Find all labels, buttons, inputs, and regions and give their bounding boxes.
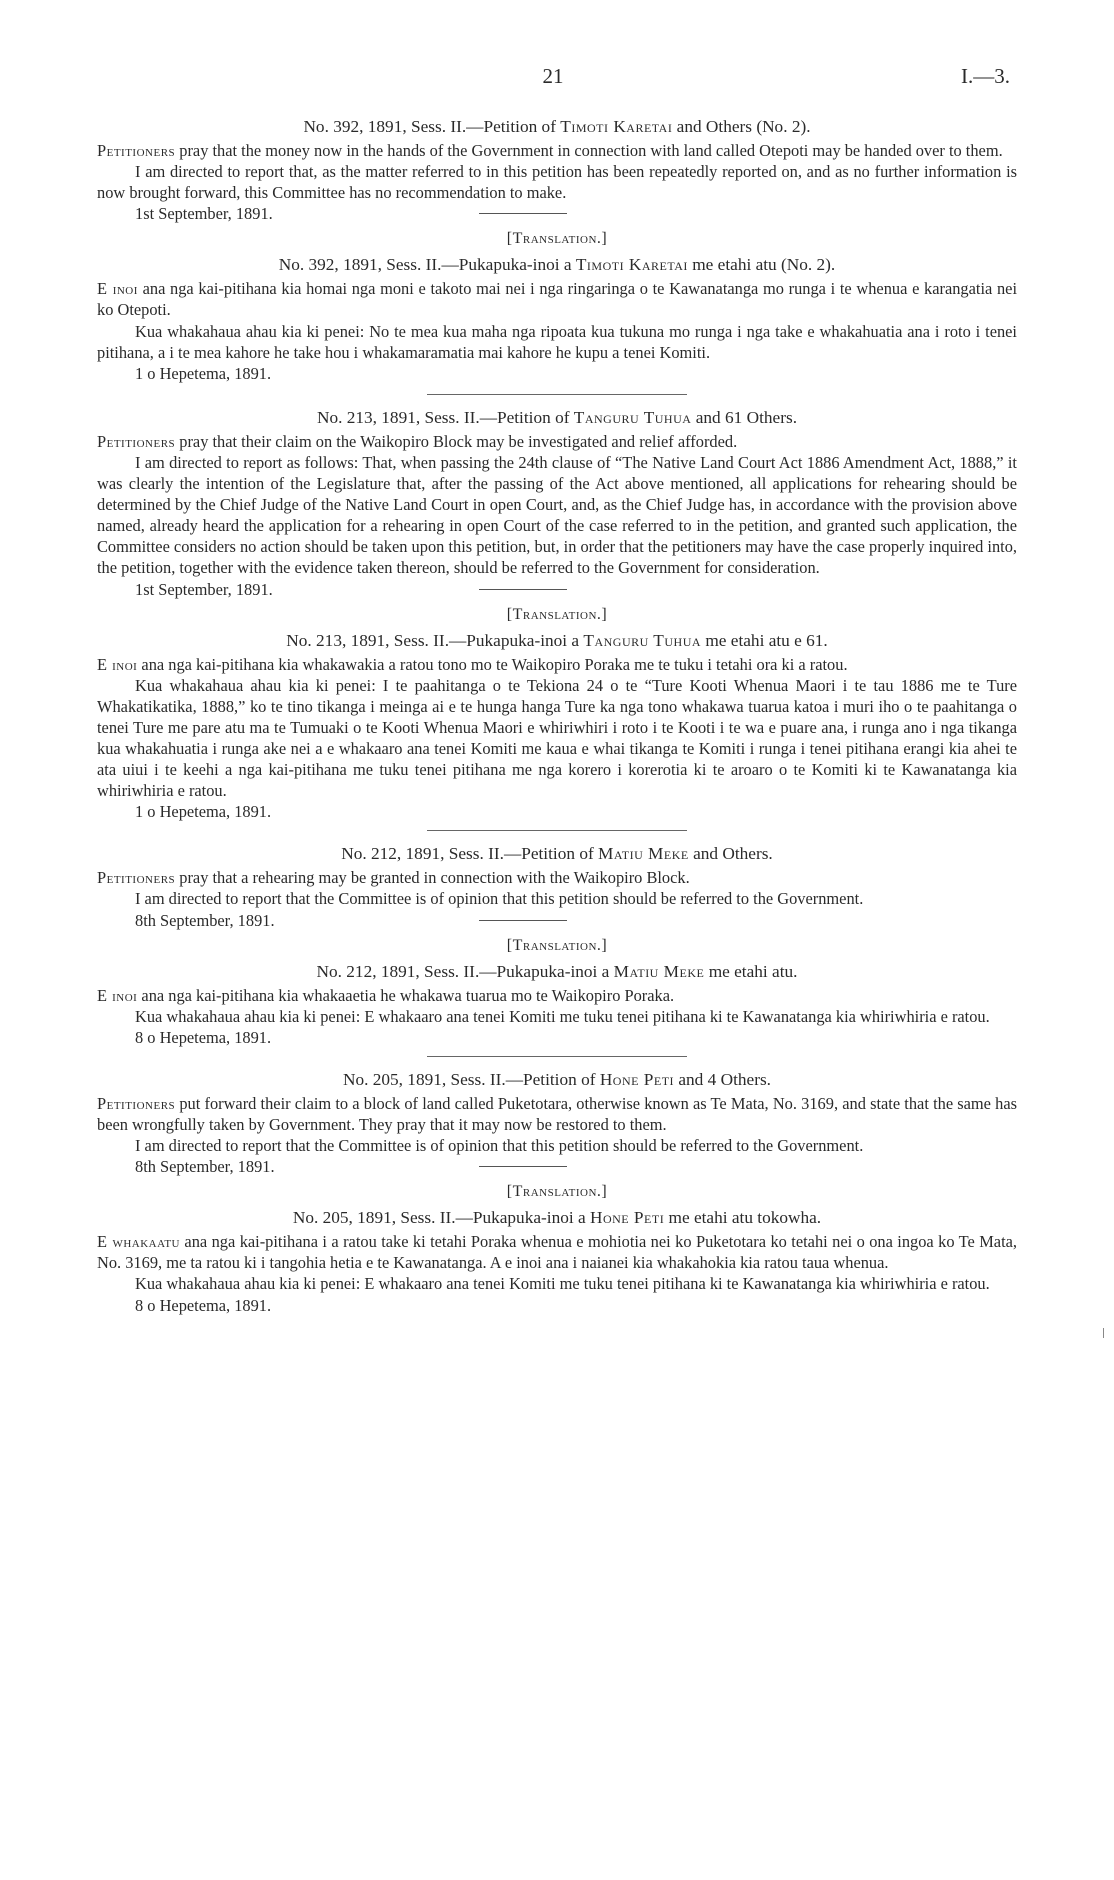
petition-title: No. 392, 1891, Sess. II.—Petition of Timoti Karetai and Others (No. 2). [303,117,811,136]
translation-prayer: E inoi ana nga kai-pitihana kia whakawakia a ratou tono mo te Waikopiro Poraka me te tuku i tetahi ora ki a ratou. [97,654,848,674]
committee-report: I am directed to report that the Committee is of opinion that this petition should be referred to the Government. [135,889,864,909]
petitioner-name: Tanguru Tuhua [573,407,692,427]
section-divider [427,830,687,831]
petition-section-212 [97,843,1017,1048]
translation-report: Kua whakahaua ahau kia ki penei: E whakaaro ana tenei Komiti me tuku tenei pitihana ki te Kawanatanga kia whiriwhiria e ratou. [135,1006,990,1026]
petition-prayer: Petitioners pray that the money now in the hands of the Government in connection with land called Otepoti may be handed over to them. [97,141,1003,160]
translation-title: No. 392, 1891, Sess. II.—Pukapuka-inoi a Timoti Karetai me etahi atu (No. 2). [278,255,836,275]
short-divider [479,1166,567,1167]
report-date: 1st September, 1891. [97,203,1017,224]
translation-title: No. 205, 1891, Sess. II.—Pukapuka-inoi a Hone Peti me etahi atu tokowha. [292,1208,822,1228]
short-divider [479,589,567,590]
petition-title: No. 213, 1891, Sess. II.—Petition of Tanguru Tuhua and 61 Others. [316,407,798,427]
petition-title: No. 212, 1891, Sess. II.—Petition of Matiu Meke and Others. [341,844,773,864]
section-divider [427,1056,687,1057]
page-content [97,116,1017,1316]
petitioner-name: Matiu Meke [598,844,689,864]
translation-title: No. 213, 1891, Sess. II.—Pukapuka-inoi a Tanguru Tuhua me etahi atu e 61. [286,630,828,650]
petition-prayer: Petitioners put forward their claim to a block of land called Puketotara, otherwise known as Te Mata, No. 3169, and state that the same has been wrongfully taken by Government. They pray that it may now be restored to them. [97,1093,1017,1134]
section-divider [427,394,687,395]
committee-report: I am directed to report as follows: That, when passing the 24th clause of “The Native Land Court Act 1886 Amendment Act, 1888,” it was clearly the intention of the Legislature that, after the passing of the Act above mentioned, all applications for rehearing should be determined by the Chief Judge of the Native Land Court in open Court, and, as the Chief Judge has, in accordance with the provision above named, already heard the application for a rehearing in open Court of the case referred to in the petition, and granted such application, the Committee considers no action should be taken upon this petition, but, in order that the petitioners may have the case properly inquired into, the petition, together with the evidence taken thereon, should be referred to the Government for consideration. [97,452,1017,578]
petition-prayer: Petitioners pray that a rehearing may be granted in connection with the Waikopiro Block. [97,868,690,888]
translation-report: Kua whakahaua ahau kia ki penei: E whakaaro ana tenei Komiti me tuku tenei pitihana ki te Kawanatanga kia whiriwhiria e ratou. [135,1274,990,1294]
translation-date: 8 o Hepetema, 1891. [135,1027,272,1047]
margin-mark [1103,1328,1104,1338]
petition-section-213 [97,407,1017,823]
petitioner-name: Timoti Karetai [560,117,673,136]
committee-report: I am directed to report that the Committee is of opinion that this petition should be referred to the Government. [135,1136,864,1156]
petition-section-392 [97,116,1017,384]
petition-section-205 [97,1069,1017,1316]
report-date: 1st September, 1891. [97,579,1017,600]
short-divider [479,920,567,921]
translation-label: [Translation.] [506,936,608,954]
translation-date: 8 o Hepetema, 1891. [135,1295,272,1315]
translation-date: 1 o Hepetema, 1891. [135,802,272,822]
report-date: 8th September, 1891. [97,910,1017,931]
report-date: 8th September, 1891. [97,1156,1017,1177]
translation-prayer: E inoi ana nga kai-pitihana kia whakaaetia he whakawa tuarua mo te Waikopiro Poraka. [97,985,675,1005]
page-number: 21 [542,64,564,88]
translation-prayer: E inoi ana nga kai-pitihana kia homai nga moni e takoto mai nei i nga ringaringa o te Kawanatanga mo runga i te whenua e karangatia nei ko Otepoti. [97,279,1017,320]
petition-prayer: Petitioners pray that their claim on the Waikopiro Block may be investigated and relief afforded. [97,431,738,451]
translation-report: Kua whakahaua ahau kia ki penei: No te mea kua maha nga ripoata kua tukuna mo runga i nga take e whakahuatia ana i roto i tenei pitihana, a i te mea kahore he take hou i whakamaramatia mai kahore he kupu a tenei Komiti. [97,321,1017,362]
translation-date: 1 o Hepetema, 1891. [135,363,272,383]
translation-label: [Translation.] [506,230,608,248]
petitioner-name: Hone Peti [599,1069,675,1089]
committee-report: I am directed to report that, as the matter referred to in this petition has been repeatedly reported on, and as no further information is now brought forward, this Committee has no recommendation to make. [97,162,1017,203]
page-header [96,64,1010,94]
translation-label: [Translation.] [506,605,608,623]
translation-label: [Translation.] [506,1183,608,1201]
translation-prayer: E whakaatu ana nga kai-pitihana i a ratou take ki tetahi Poraka whenua e mohiotia nei ko Puketotara ko tetahi nei o ona ingoa ko Te Mata, No. 3169, me ta ratou ki i tangohia hetia e te Kawanatanga. A e inoi ana i naianei kia whakahokia kia ratou taua whenua. [97,1232,1018,1273]
short-divider [479,213,567,214]
translation-title: No. 212, 1891, Sess. II.—Pukapuka-inoi a Matiu Meke me etahi atu. [316,961,798,981]
translation-report: Kua whakahaua ahau kia ki penei: I te paahitanga o te Tekiona 24 o te “Ture Kooti Whenua Maori i te tau 1886 me te Ture Whakatikatika, 1888,” ko te tino tikanga i meinga ai e te hunga hanga Ture ka nga tono whakawa tuarua katoa i muri iho o te paahitanga o tenei Ture me pare atu ma te Tumuaki o te Kooti Whenua Maori e whiriwhiri i roto i te Kooti i te wa e puare ana, i runga ano i nga tikanga kua whakahuatia i runga ake nei a e whakaaro ana tenei Komiti me kaua e whai tikanga te Komiti i runga i tenei pitihana erangi kia ahei te ata uiui i te keehi a nga kai-pitihana me tuku tenei pitihana me nga korero i korerotia ki te aroaro o te Komiti ki te Kawanatanga kia whiriwhiria e ratou. [97,675,1017,801]
petition-title: No. 205, 1891, Sess. II.—Petition of Hone Peti and 4 Others. [342,1069,771,1089]
document-reference: I.—3. [961,64,1010,88]
